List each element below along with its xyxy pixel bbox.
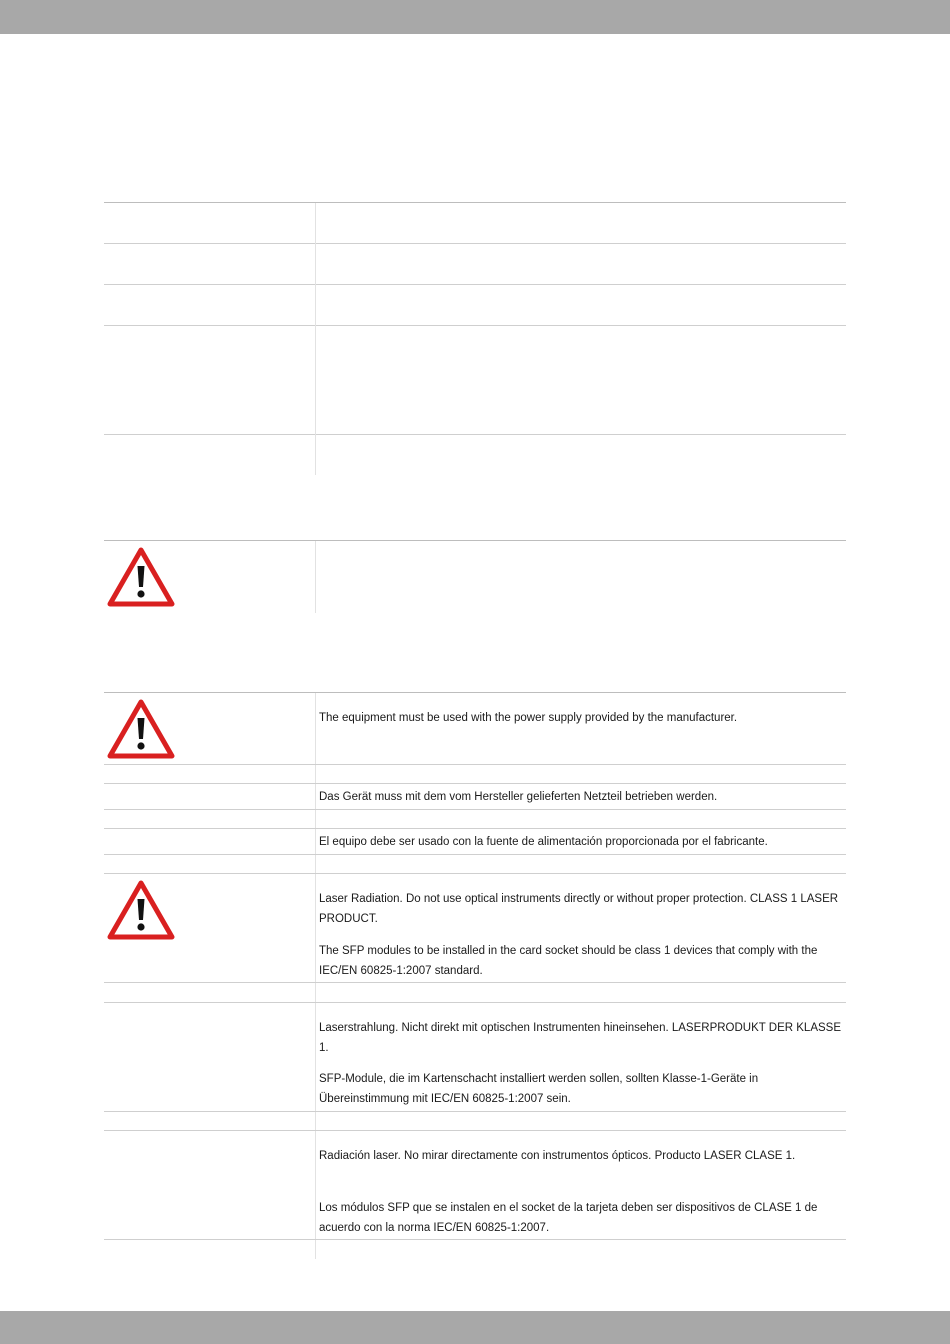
laser-notice-en-paragraph-1: Laser Radiation. Do not use optical instruments directly or without proper protection. CLASS 1 LASER PRODUCT. (319, 893, 839, 925)
laser-notice-de-paragraph-2: SFP-Module, die im Kartenschacht installiert werden sollen, sollten Klasse-1-Geräte in Übereinstimmung mit IEC/EN 60825-1:2007 sein. (319, 1073, 759, 1105)
laser-notice-de-paragraph-1: Laserstrahlung. Nicht direkt mit optischen Instrumenten hineinsehen. LASERPRODUKT DER KLASSE 1. (319, 1022, 842, 1054)
safety-table-row-divider (104, 1002, 846, 1003)
safety-table-top-rule (104, 692, 846, 693)
table-1-row-divider (104, 325, 846, 326)
laser-notice-en-paragraph-2: The SFP modules to be installed in the card socket should be class 1 devices that comply with the IEC/EN 60825-1:2007 standard. (319, 945, 818, 977)
power-supply-notice-de: Das Gerät muss mit dem vom Hersteller gelieferten Netzteil betrieben werden. (319, 791, 718, 803)
warning-block-column-divider (315, 541, 316, 613)
safety-table-row-divider (104, 982, 846, 983)
warning-triangle-icon (107, 546, 175, 608)
laser-notice-es-paragraph-2: Los módulos SFP que se instalen en el socket de la tarjeta deben ser dispositivos de CLASE 1 de acuerdo con la norma IEC/EN 60825-1:2007. (319, 1202, 818, 1234)
safety-table-row-divider (104, 1111, 846, 1112)
safety-table-row-divider (104, 873, 846, 874)
table-1-column-divider (315, 203, 316, 475)
page-footer-bar (0, 1311, 950, 1344)
safety-table-row-divider (104, 828, 846, 829)
safety-table-bottom-rule (104, 1239, 846, 1240)
power-supply-notice-en: The equipment must be used with the power supply provided by the manufacturer. (319, 712, 738, 724)
laser-notice-es-paragraph-1: Radiación laser. No mirar directamente con instrumentos ópticos. Producto LASER CLASE 1. (319, 1150, 796, 1162)
table-1-row-divider (104, 284, 846, 285)
safety-table-row-divider (104, 783, 846, 784)
table-1-row-divider (104, 243, 846, 244)
power-supply-notice-es: El equipo debe ser usado con la fuente de alimentación proporcionada por el fabricante. (319, 836, 768, 848)
safety-table-row-divider (104, 764, 846, 765)
table-1-top-rule (104, 202, 846, 203)
page-header-bar (0, 0, 950, 34)
safety-table-row-divider (104, 1130, 846, 1131)
warning-block-top-rule (104, 540, 846, 541)
safety-table-column-divider (315, 693, 316, 1259)
table-1-row-divider (104, 434, 846, 435)
warning-triangle-icon (107, 879, 175, 941)
safety-table-row-divider (104, 809, 846, 810)
safety-table-row-divider (104, 854, 846, 855)
warning-triangle-icon (107, 698, 175, 760)
